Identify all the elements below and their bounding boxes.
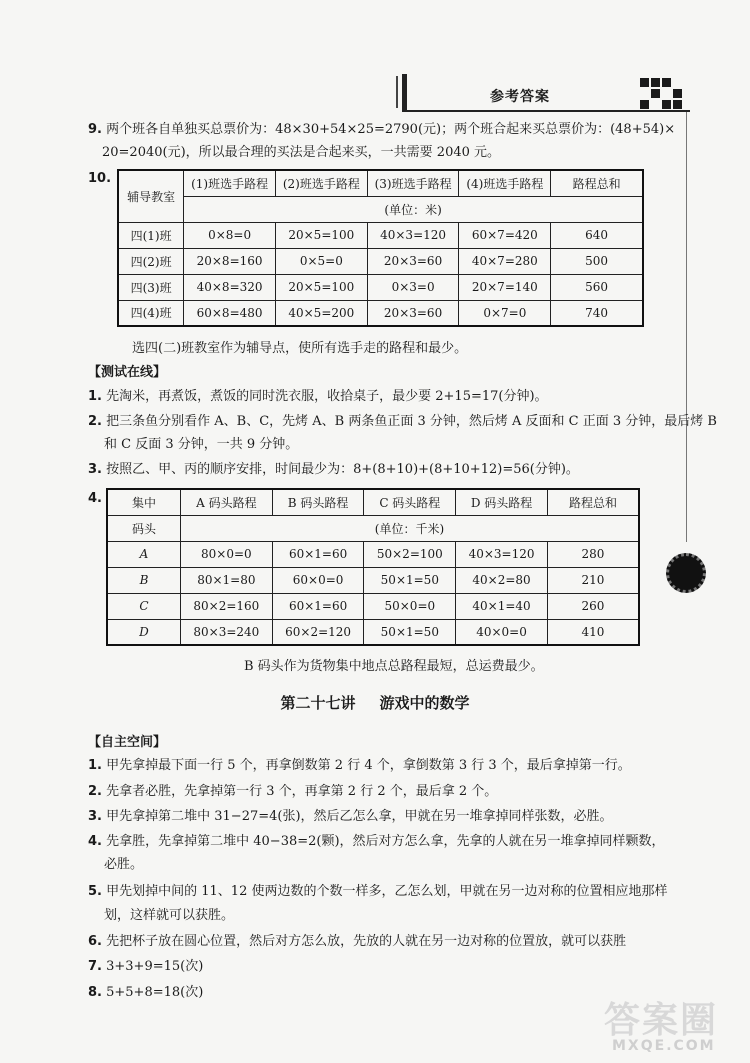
table-cell: 740 [551,300,643,326]
table-row [118,300,643,326]
table-cell: 560 [551,274,643,300]
distance-table-docks [106,488,640,646]
self-item-4: 4. 先拿胜，先拿掉第二堆中 40−38=2(颗)，然后对方怎么拿，先拿的人就在另一堆拿掉同样颗数， [88,834,665,849]
table-cell: 40×7=280 [459,248,551,274]
margin-line [686,112,687,542]
table-cell: 640 [551,222,643,248]
table-cell: 40×1=40 [456,593,548,619]
table-cell: 80×3=240 [180,619,272,645]
table-cell: 50×1=50 [364,619,456,645]
table-unit: (单位：千米) [180,515,639,541]
table-cell: 40×0=0 [456,619,548,645]
table-cell: 60×1=60 [272,541,364,567]
q9-line-2: 20=2040(元)，所以最合理的买法是合起来买，一共需要 2040 元。 [102,145,501,160]
table-cell: A [107,541,180,567]
table-corner-bottom: 码头 [107,515,180,541]
self-item-5: 5. 甲先划掉中间的 11、12 使两边数的个数一样多，乙怎么划，甲就在另一边对称的位置相应地那样 [88,884,668,899]
test-item-1: 1. 先淘米，再煮饭，煮饭的同时洗衣服，收拾桌子，最少要 2+15=17(分钟)。 [88,389,548,404]
table-cell: 40×5=200 [275,300,367,326]
table-cell: 410 [547,619,639,645]
table-cell: 40×3=120 [456,541,548,567]
section-title-self: 【自主空间】 [88,735,167,750]
self-item-6: 6. 先把杯子放在圆心位置，然后对方怎么放，先放的人就在另一边对称的位置放，就可以获胜 [88,934,627,949]
test-item-2-cont: 和 C 反面 3 分钟，一共 9 分钟。 [104,437,299,452]
table-unit: (单位：米) [184,196,643,222]
table-cell: 40×8=320 [184,274,276,300]
table-row [118,222,643,248]
watermark-url: MXQE.COM [612,1038,716,1054]
table-row [107,619,639,645]
self-item-7: 7. 3+3+9=15(次) [88,959,204,974]
test-item-3: 3. 按照乙、甲、丙的顺序安排，时间最少为：8+(8+10)+(8+10+12)=56(分钟)。 [88,462,579,477]
table-corner-top: 集中 [107,489,180,515]
q4-conclusion: B 码头作为货物集中地点总路程最短，总运费最少。 [244,659,544,674]
table-row [107,567,639,593]
table-cell: 20×3=60 [367,300,459,326]
table-cell: 80×0=0 [180,541,272,567]
table-cell: 280 [547,541,639,567]
lecture-title: 第二十七讲 游戏中的数学 [280,694,470,712]
table-cell: 四(3)班 [118,274,184,300]
table-cell: 20×8=160 [184,248,276,274]
margin-dot-icon [666,553,706,593]
table-header-cell: D 码头路程 [456,489,548,515]
table-header-cell: 路程总和 [551,170,643,196]
q10-number: 10. [88,171,112,186]
table-cell: C [107,593,180,619]
table-cell: 20×7=140 [459,274,551,300]
table-cell: 80×2=160 [180,593,272,619]
test-item-4-number: 4. [88,491,102,506]
header-title: 参考答案 [490,89,550,105]
table-cell: 60×1=60 [272,593,364,619]
table-cell: 四(4)班 [118,300,184,326]
table-cell: 60×2=120 [272,619,364,645]
table-cell: 20×5=100 [275,274,367,300]
table-row [107,541,639,567]
table-cell: 40×3=120 [367,222,459,248]
table-cell: 50×2=100 [364,541,456,567]
self-item-3: 3. 甲先拿掉第二堆中 31−27=4(张)，然后乙怎么拿，甲就在另一堆拿掉同样张数，必胜。 [88,809,613,824]
header-underline [404,110,690,112]
self-item-1: 1. 甲先拿掉最下面一行 5 个，再拿倒数第 2 行 4 个，拿倒数第 3 行 3 个，最后拿掉第一行。 [88,758,631,773]
table-corner: 辅导教室 [118,170,184,222]
table-cell: 60×8=480 [184,300,276,326]
table-cell: 260 [547,593,639,619]
table-header-cell: (1)班选手路程 [184,170,276,196]
table-cell: 40×2=80 [456,567,548,593]
table-cell: 0×5=0 [275,248,367,274]
table-header-cell: 路程总和 [547,489,639,515]
table-cell: 80×1=80 [180,567,272,593]
table-cell: 210 [547,567,639,593]
table-cell: 500 [551,248,643,274]
table-header-cell: (4)班选手路程 [459,170,551,196]
self-item-2: 2. 先拿者必胜，先拿掉第一行 3 个，再拿第 2 行 2 个，最后拿 2 个。 [88,784,498,799]
table-header-cell: (2)班选手路程 [275,170,367,196]
table-cell: 20×3=60 [367,248,459,274]
section-title-test: 【测试在线】 [88,365,167,380]
table-header-row [107,489,639,515]
table-cell: 50×0=0 [364,593,456,619]
header-rule-thin [396,76,398,108]
table-header-cell: (3)班选手路程 [367,170,459,196]
table-unit-row [118,196,643,222]
table-cell: 0×8=0 [184,222,276,248]
table-row [107,593,639,619]
distance-table-classrooms [117,169,644,327]
table-row [118,274,643,300]
q9-line-1: 9. 两个班各自单独买总票价为：48×30+54×25=2790(元)；两个班合起来买总票价为：(48+54)× [88,122,676,137]
table-cell: 50×1=50 [364,567,456,593]
self-item-8: 8. 5+5+8=18(次) [88,985,204,1000]
table-cell: D [107,619,180,645]
test-item-2: 2. 把三条鱼分别看作 A、B、C，先烤 A、B 两条鱼正面 3 分钟，然后烤 A 反面和 C 正面 3 分钟，最后烤 B [88,414,717,429]
table-header-cell: C 码头路程 [364,489,456,515]
table-header-cell: B 码头路程 [272,489,364,515]
checker-logo-icon [640,78,684,108]
table-cell: 0×7=0 [459,300,551,326]
table-cell: B [107,567,180,593]
header-rule-thick [402,74,407,112]
table-header-row [118,170,643,196]
q10-conclusion: 选四(二)班教室作为辅导点，使所有选手走的路程和最少。 [132,341,468,356]
table-cell: 四(2)班 [118,248,184,274]
table-cell: 60×0=0 [272,567,364,593]
table-cell: 四(1)班 [118,222,184,248]
table-cell: 0×3=0 [367,274,459,300]
table-row [118,248,643,274]
table-cell: 60×7=420 [459,222,551,248]
self-item-5-cont: 划，这样就可以获胜。 [104,908,235,923]
watermark-logo: 答案圈 [604,1000,719,1041]
self-item-4-cont: 必胜。 [104,857,144,872]
table-unit-row [107,515,639,541]
table-header-cell: A 码头路程 [180,489,272,515]
table-cell: 20×5=100 [275,222,367,248]
